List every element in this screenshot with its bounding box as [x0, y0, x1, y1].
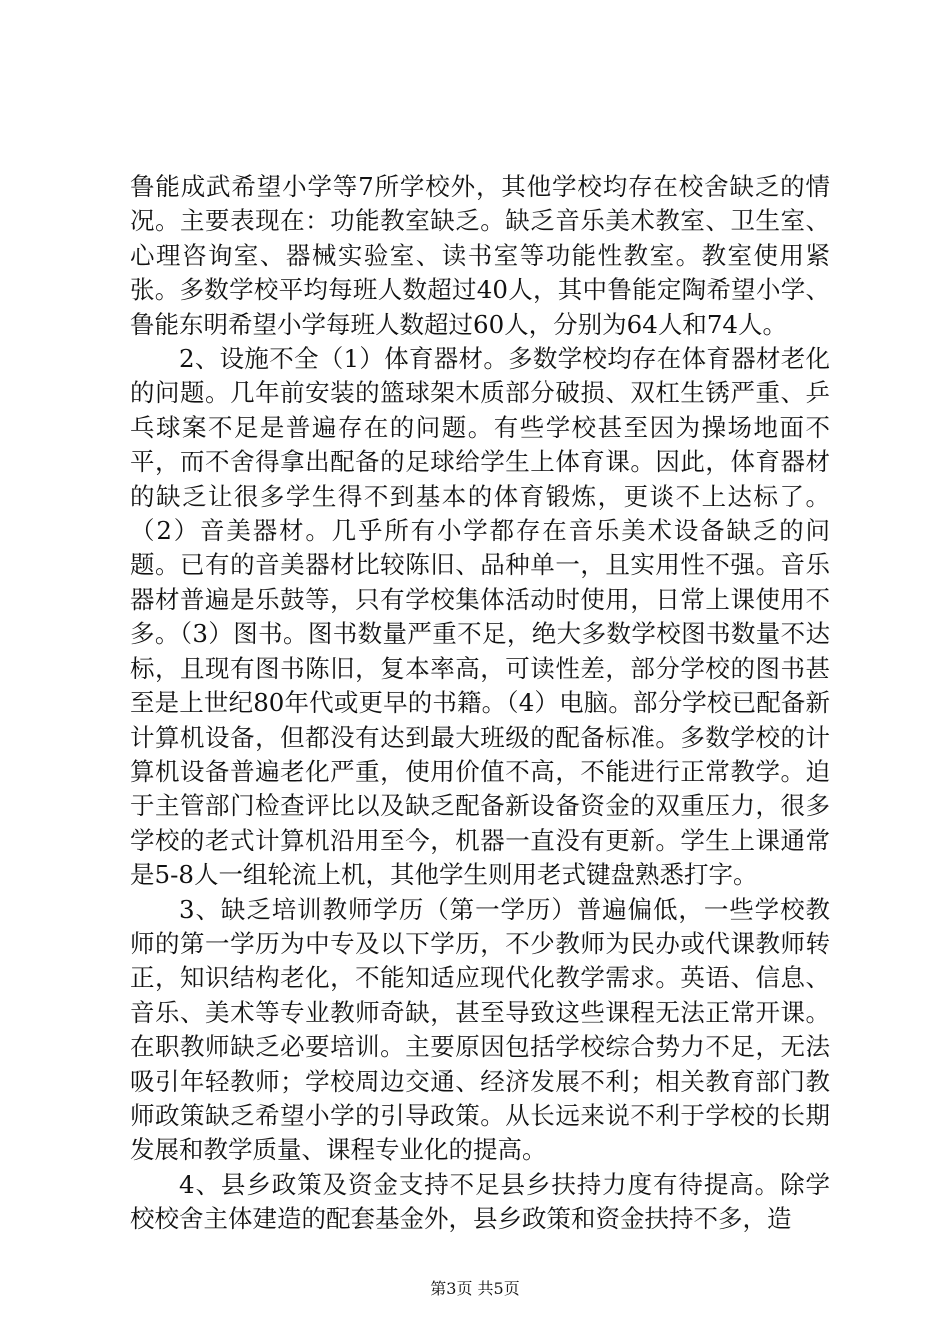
body-text: [130, 170, 830, 1237]
paragraph-facilities: 2、设施不全（1）体育器材。多数学校均存在体育器材老化的问题。几年前安装的篮球架木质部分破损、双杠生锈严重、乒乓球案不足是普遍存在的问题。有些学校甚至因为操场地面不平，而不舍得拿出配备的足球给学生上体育课。因此，体育器材的缺乏让很多学生得不到基本的体育锻炼，更谈不上达标了。（2）音美器材。几乎所有小学都存在音乐美术设备缺乏的问题。已有的音美器材比较陈旧、品种单一，且实用性不强。音乐器材普遍是乐鼓等，只有学校集体活动时使用，日常上课使用不多。（3）图书。图书数量严重不足，绝大多数学校图书数量不达标，且现有图书陈旧，复本率高，可读性差，部分学校的图书甚至是上世纪80年代或更早的书籍。（4）电脑。部分学校已配备新计算机设备，但都没有达到最大班级的配备标准。多数学校的计算机设备普遍老化严重，使用价值不高，不能进行正常教学。迫于主管部门检查评比以及缺乏配备新设备资金的双重压力，很多学校的老式计算机沿用至今，机器一直没有更新。学生上课通常是5-8人一组轮流上机，其他学生则用老式键盘熟悉打字。: [130, 344, 830, 890]
paragraph-training: 3、缺乏培训教师学历（第一学历）普遍偏低，一些学校教师的第一学历为中专及以下学历，不少教师为民办或代课教师转正，知识结构老化，不能知适应现代化教学需求。英语、信息、音乐、美术等专业教师奇缺，甚至导致这些课程无法正常开课。在职教师缺乏必要培训。主要原因包括学校综合势力不足，无法吸引年轻教师；学校周边交通、经济发展不利；相关教育部门教师政策缺乏希望小学的引导政策。从长远来说不利于学校的长期发展和教学质量、课程专业化的提高。: [130, 894, 830, 1165]
page-number-footer: 第3页 共5页: [430, 1279, 520, 1298]
paragraph-policy: 4、县乡政策及资金支持不足县乡扶持力度有待提高。除学校校舍主体建造的配套基金外，县乡政策和资金扶持不多，造: [130, 1169, 830, 1234]
paragraph-continued: 鲁能成武希望小学等7所学校外，其他学校均存在校舍缺乏的情况。主要表现在：功能教室缺乏。缺乏音乐美术教室、卫生室、心理咨询室、器械实验室、读书室等功能性教室。教室使用紧张。多数学校平均每班人数超过40人，其中鲁能定陶希望小学、鲁能东明希望小学每班人数超过60人，分别为64人和74人。: [130, 172, 830, 339]
